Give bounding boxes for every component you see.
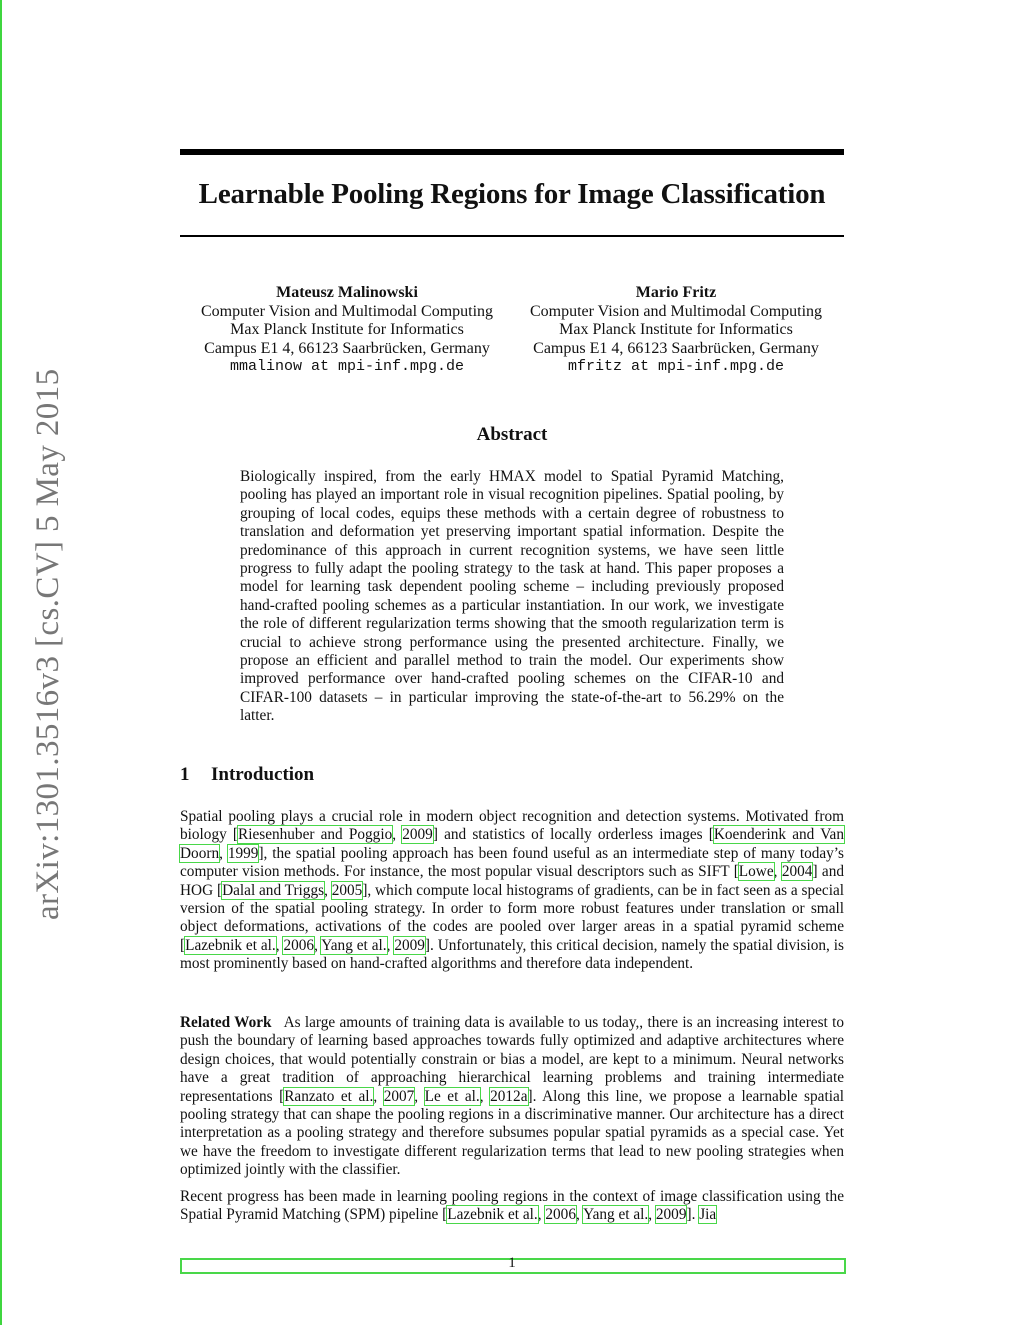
author-name: Mateusz Malinowski (276, 284, 418, 301)
author-block (506, 284, 846, 377)
abstract-heading: Abstract (476, 424, 548, 445)
citation-link[interactable]: 2006 (545, 1206, 576, 1224)
title-rule-top (180, 149, 844, 155)
author-email: mmalinow at mpi-inf.mpg.de (229, 358, 465, 375)
section-title: Introduction (211, 764, 315, 785)
citation-link[interactable]: Yang et al. (321, 936, 387, 954)
section-number: 1 (180, 764, 190, 785)
citation-link[interactable]: Lowe (738, 863, 774, 881)
page-number: 1 (508, 1255, 516, 1271)
citation-link[interactable]: 1999 (227, 844, 259, 862)
author-institute: Max Planck Institute for Informatics (230, 321, 464, 338)
author-affiliation: Computer Vision and Multimodal Computing (200, 302, 494, 320)
title-rule-bottom (180, 235, 844, 237)
abstract-text: Biologically inspired, from the early HMAX model to Spatial Pyramid Matching, pooling has played an important role in visual recognition pipelines. Spatial pooling, by grouping of local codes, equips these methods with a certain degree of robustness to translation and deformation yet preserving important spatial information. Despite the predominance of this approach in current recognition systems, we have seen little progress to fully adapt the pooling strategy to the task at hand. This paper proposes a model for learning task dependent pooling scheme – including previously proposed hand-crafted pooling schemes as a particular instantiation. In our work, we investigate the role of different regularization terms showing that the smooth regularization term is crucial to achieve strong performance using the presented architecture. Finally, we propose an efficient and parallel method to train the model. Our experiments show improved performance over hand-crafted pooling schemes on the CIFAR-10 and CIFAR-100 datasets – in particular improving the state-of-the-art to 56.29% on the latter. (240, 468, 784, 725)
citation-link[interactable]: Jia (699, 1206, 717, 1224)
citation-link[interactable]: 2012a (490, 1087, 528, 1105)
citation-link[interactable]: Lazebnik et al. (185, 936, 276, 954)
citation-link[interactable]: Le et al. (424, 1087, 480, 1105)
citation-link[interactable]: 2005 (331, 881, 363, 899)
author-name: Mario Fritz (635, 284, 717, 301)
citation-link[interactable]: 2009 (402, 826, 433, 844)
recent-progress-paragraph: Recent progress has been made in learning pooling regions in the context of image classification using the Spatial Pyramid Matching (SPM) pipeline [Lazebnik et al., 2006, Yang et al., 2009]. Jia (180, 1188, 844, 1224)
related-work-paragraph: Related Work As large amounts of training data is available to us today,, there is an increasing interest to push the boundary of learning based approaches towards fully optimized and adaptive architectures where design choices, that would potentially constrain or bias a model, are kept to a minimum. Neural networks have a great tradition of approaching hierarchical learning problems and training intermediate representations [Ranzato et al., 2007, Le et al., 2012a]. Along this line, we propose a learnable spatial pooling strategy that can shape the pooling regions in a discriminative manner. Our architecture has a direct interpretation as a pooling strategy and therefore subsumes popular spatial pyramids as a special case. Yet we have the freedom to investigate different regularization terms that lead to new pooling strategies when optimized jointly with the classifier. (180, 1014, 844, 1179)
citation-link[interactable]: 2004 (781, 863, 813, 881)
section-heading (180, 764, 314, 786)
author-affiliation: Computer Vision and Multimodal Computing (529, 302, 823, 320)
citation-link[interactable]: 2007 (383, 1087, 415, 1105)
citation-link[interactable]: Yang et al. (583, 1206, 649, 1224)
author-address: Campus E1 4, 66123 Saarbrücken, Germany (533, 339, 819, 357)
citation-link[interactable]: Ranzato et al. (284, 1087, 374, 1105)
citation-link[interactable]: Koenderink and Van Doorn (180, 826, 844, 862)
paper-title: Learnable Pooling Regions for Image Classification (198, 178, 826, 210)
citation-link[interactable]: 2006 (283, 936, 315, 954)
author-block (177, 284, 517, 377)
citation-link[interactable]: Dalal and Triggs (222, 881, 325, 899)
citation-link[interactable]: 2009 (394, 936, 425, 954)
author-address: Campus E1 4, 66123 Saarbrücken, Germany (204, 339, 490, 357)
paragraph-runin-heading: Related Work (180, 1014, 272, 1031)
citation-link[interactable]: Riesenhuber and Poggio (238, 826, 393, 844)
author-email: mfritz at mpi-inf.mpg.de (567, 358, 785, 375)
citation-link[interactable]: Lazebnik et al. (447, 1206, 538, 1224)
margin-marker (0, 0, 2, 1325)
arxiv-stamp: arXiv:1301.3516v3 [cs.CV] 5 May 2015 (30, 368, 66, 920)
intro-paragraph: Spatial pooling plays a crucial role in modern object recognition and detection systems. Motivated from biology [Riesenhuber and Poggio, 2009] and statistics of locally orderless images [Koenderink and Van Doorn, 1999], the spatial pooling approach has been found useful as an intermediate step of many today’s computer vision methods. For instance, the most popular visual descriptors such as SIFT [Lowe, 2004] and HOG [Dalal and Triggs, 2005], which compute local histograms of gradients, can be in fact seen as a special version of the spatial pooling strategy. In order to form more robust features under translation or small object deformations, activations of the codes are pooled over larger areas in a spatial pyramid scheme [Lazebnik et al., 2006, Yang et al., 2009]. Unfortunately, this critical decision, namely the spatial division, is most prominently based on hand-crafted algorithms and therefore data independent. (180, 808, 845, 973)
citation-link[interactable]: 2009 (655, 1206, 687, 1224)
author-institute: Max Planck Institute for Informatics (559, 321, 793, 338)
